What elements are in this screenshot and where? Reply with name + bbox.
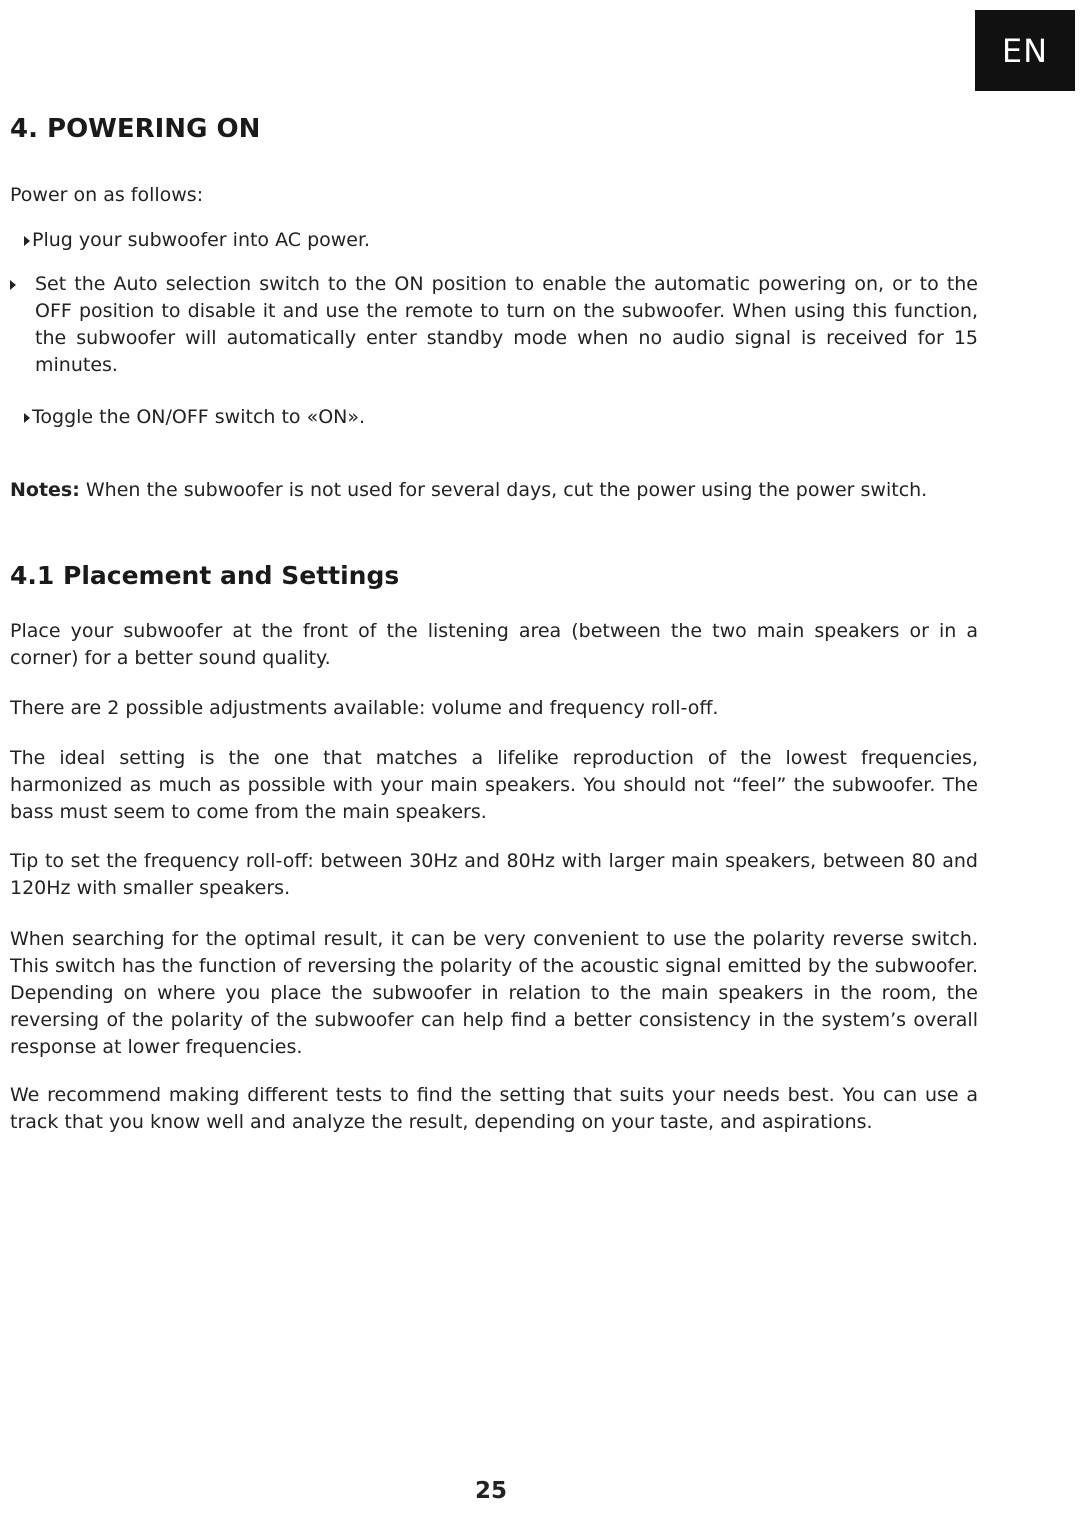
list-item-text: Plug your subwoofer into AC power.: [32, 229, 371, 251]
paragraph: The ideal setting is the one that matches a lifelike reproduction of the lowest frequencies, harmonized as much as possible with your main speakers. You should not “feel” the subwoofer. The bass must seem to come from the main speakers.: [10, 747, 978, 823]
notes-label: Notes:: [10, 479, 80, 501]
paragraph: There are 2 possible adjustments available: volume and frequency roll-off.: [10, 697, 719, 719]
section-title-powering-on: 4. POWERING ON: [10, 114, 261, 144]
paragraph: Place your subwoofer at the front of the listening area (between the two main speakers or in a corner) for a better sound quality.: [10, 620, 978, 669]
language-tab: EN: [975, 10, 1075, 91]
page-number: 25: [474, 1478, 507, 1504]
powering-intro: Power on as follows:: [10, 184, 204, 206]
list-item: [24, 404, 978, 431]
list-item: [10, 271, 978, 379]
bullet-triangle-icon: [10, 280, 16, 290]
bullet-triangle-icon: [24, 413, 30, 423]
list-item-text: Set the Auto selection switch to the ON position to enable the automatic powering on, or to the OFF position to disable it and use the remote to turn on the subwoofer. When using this function, the subwoofer will automatically enter standby mode when no audio signal is received for 15 minutes.: [35, 273, 978, 376]
list-item: [24, 227, 978, 254]
paragraph: When searching for the optimal result, it can be very convenient to use the polarity reverse switch. This switch has the function of reversing the polarity of the acoustic signal emitted by the subwoofer. Depending on where you place the subwoofer in relation to the main speakers in the room, the reversing of the polarity of the subwoofer can help find a better consistency in the system’s overall response at lower frequencies.: [10, 928, 978, 1058]
list-item-text: Toggle the ON/OFF switch to «ON».: [32, 406, 366, 428]
paragraph: We recommend making different tests to find the setting that suits your needs best. You can use a track that you know well and analyze the result, depending on your taste, and aspirations.: [10, 1084, 978, 1133]
bullet-triangle-icon: [24, 236, 30, 246]
notes-paragraph: [10, 477, 978, 504]
paragraph: Tip to set the frequency roll-off: between 30Hz and 80Hz with larger main speakers, between 80 and 120Hz with smaller speakers.: [10, 850, 978, 899]
notes-text: When the subwoofer is not used for several days, cut the power using the power switch.: [79, 479, 928, 501]
section-title-placement-settings: 4.1 Placement and Settings: [10, 561, 400, 590]
